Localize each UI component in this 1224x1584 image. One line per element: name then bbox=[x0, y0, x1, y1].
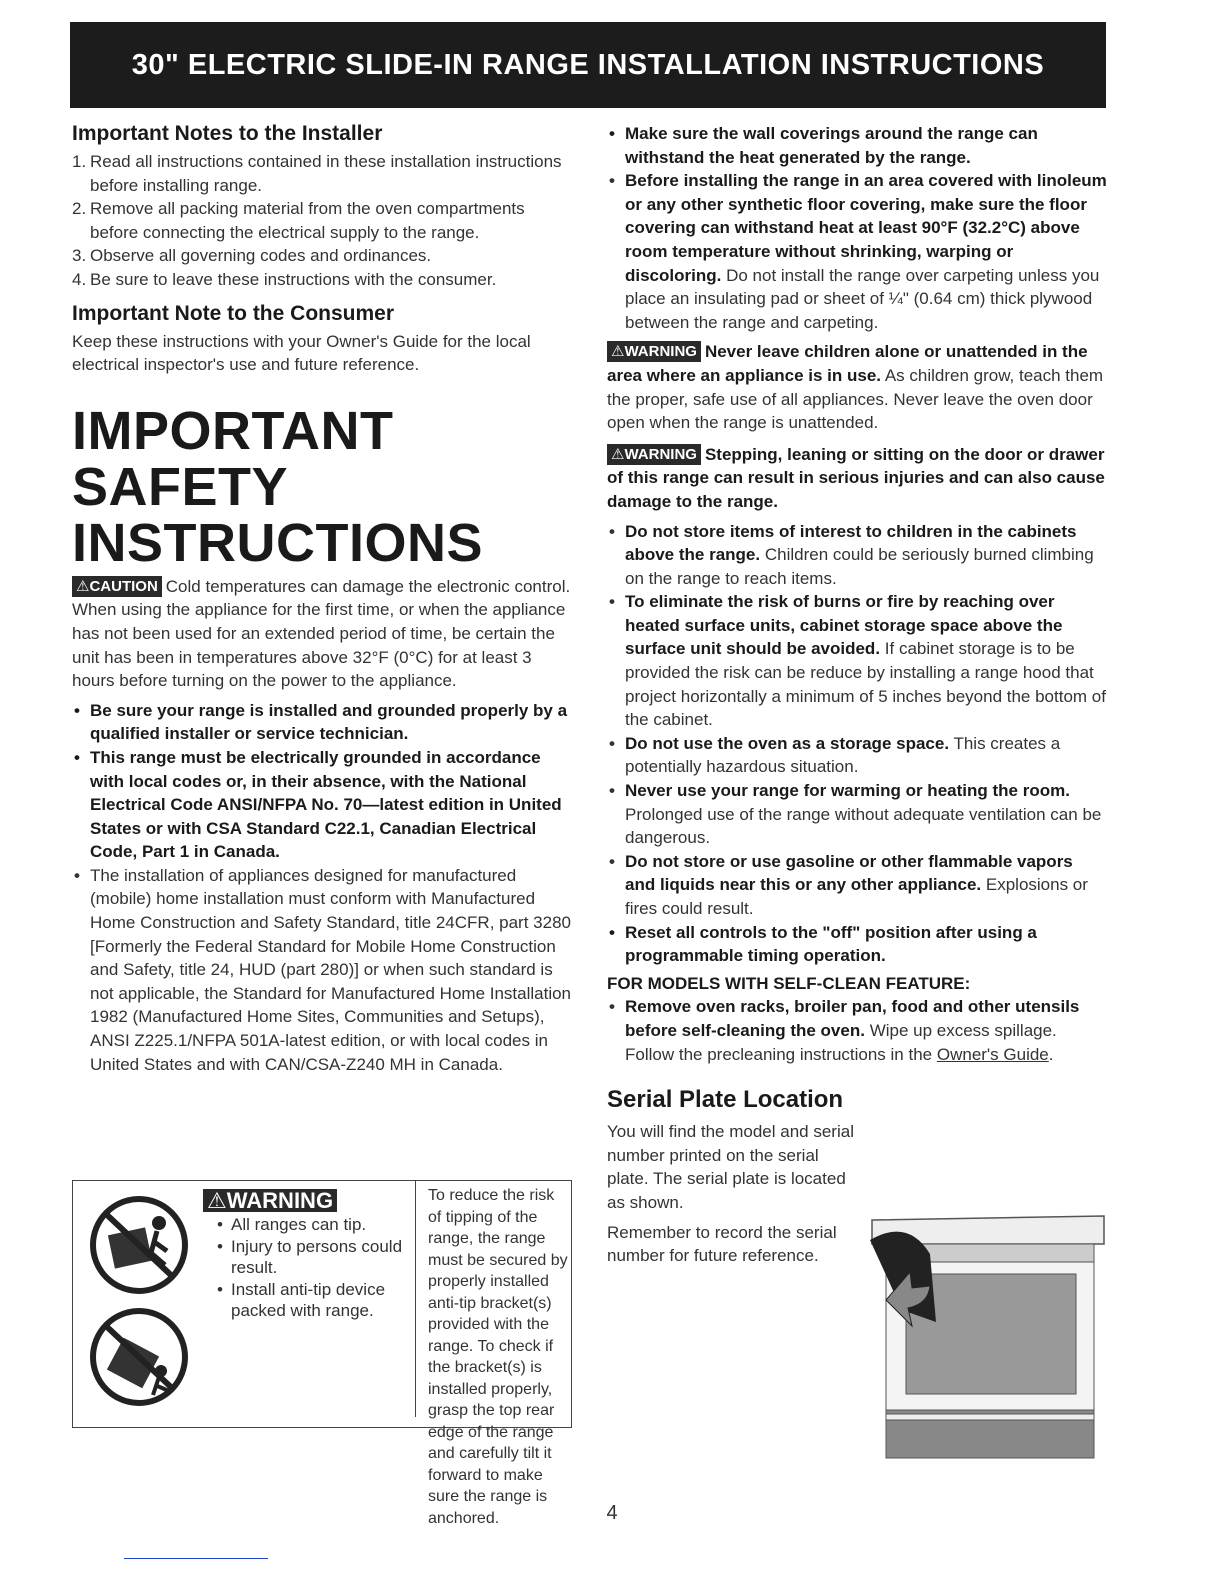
tip-over-icon bbox=[73, 1181, 201, 1427]
warning-detail-text: To reduce the risk of tipping of the range, the range must be secured by properly installed anti-tip bracket(s) provided with the range. To check if the bracket(s) is installed properly, grasp the top rear edge of the range and carefully tilt it forward to make sure the range is anchored. bbox=[428, 1187, 568, 1527]
bullet-end: . bbox=[1048, 1044, 1054, 1064]
bullet-text: Explosions or fires could result. bbox=[625, 875, 1088, 918]
warning-triangle-icon: ⚠ bbox=[76, 577, 90, 595]
bullet-bold: Remove oven racks, broiler pan, food and other utensils before self-cleaning the oven. bbox=[625, 997, 1080, 1040]
caution-text: Cold temperatures can damage the electronic control. When using the appliance for the first time, or when the appliance has not been used for an extended period of time, be certain the unit has been in temperatures above 32°F (0°C) for at least 3 hours before turning on the power to the appliance. bbox=[72, 576, 571, 691]
warning-text: As children grow, teach them the proper, safe use of all appliances. Never leave the oven door open when the range is unattended. bbox=[607, 365, 1104, 433]
warning-badge bbox=[607, 444, 701, 465]
title-banner bbox=[70, 22, 1106, 108]
warning-children bbox=[607, 340, 1107, 434]
page-title: 30" ELECTRIC SLIDE-IN RANGE INSTALLATION INSTRUCTIONS bbox=[131, 48, 1045, 81]
list-item: • This range must be electrically grounded in accordance with local codes or, in their absence, with the National Electrical Code ANSI/NFPA No. 70—latest edition in United States or with CSA Standard C22.1, Canadian Electrical Code, Part 1 in Canada. bbox=[72, 746, 572, 864]
bullet-bold: Before installing the range in an area covered with linoleum or any other synthetic floor covering, make sure the floor covering can withstand heat at least 90°F (32.2°C) above room temperature without shrinking, warping or discoloring. bbox=[625, 171, 1107, 285]
item-text: Observe all governing codes and ordinances. bbox=[90, 246, 432, 266]
list-item bbox=[607, 590, 1107, 732]
bullet-text: Children could be seriously burned climbing on the range to reach items. bbox=[625, 545, 1094, 588]
caution-paragraph bbox=[72, 575, 572, 693]
footer-line bbox=[124, 1558, 268, 1559]
list-item bbox=[72, 150, 572, 197]
warning-icons bbox=[73, 1181, 201, 1427]
warning-list bbox=[203, 1214, 415, 1322]
list-item bbox=[607, 850, 1107, 921]
page-number: 4 bbox=[606, 1502, 618, 1524]
list-item: • All ranges can tip. bbox=[217, 1214, 415, 1236]
safety-title bbox=[72, 400, 572, 573]
list-item bbox=[72, 197, 572, 244]
warning-summary bbox=[203, 1181, 416, 1417]
consumer-heading: Important Note to the Consumer bbox=[72, 301, 395, 325]
warning-bold: Stepping, leaning or sitting on the door or drawer of this range can result in serious injuries and can also cause damage to the range. bbox=[607, 444, 1105, 511]
item-text: Read all instructions contained in these installation instructions before installing range. bbox=[90, 152, 562, 195]
list-item: • The installation of appliances designed for manufactured (mobile) home installation must conform with Manufactured Home Construction and Safety Standard, title 24CFR, part 3280 [Formerly the Federal Standard for Mobile Home Construction and Safety, title 24, HUD (part 280)] or when such standard is not applicable, the Standard for Manufactured Home Installation 1982 (Manufactured Home Sites, Communities and Setups), ANSI Z225.1/NFPA 501A-latest edition, or with local codes in United States and with CAN/CSA-Z240 MH in Canada. bbox=[72, 864, 572, 1076]
bullet-bold: Do not store or use gasoline or other flammable vapors and liquids near this or any other appliance. bbox=[625, 851, 1073, 895]
list-item: • Make sure the wall coverings around the range can withstand the heat generated by the range. bbox=[607, 122, 1107, 169]
installer-list bbox=[72, 150, 572, 292]
item-number: 4. bbox=[72, 269, 87, 289]
item-text: Be sure to leave these instructions with the consumer. bbox=[90, 269, 497, 289]
list-item: • Reset all controls to the "off" position after using a programmable timing operation. bbox=[607, 921, 1107, 968]
warning-bold: Never leave children alone or unattended in the area where an appliance is in use. bbox=[607, 342, 1088, 385]
floor-bullets bbox=[607, 122, 1107, 334]
right-column bbox=[607, 122, 1107, 1268]
warning-label: WARNING bbox=[226, 1188, 334, 1213]
self-clean-bullets bbox=[607, 995, 1107, 1066]
list-item bbox=[607, 169, 1107, 334]
serial-text-1: You will find the model and serial number printed on the serial plate. The serial plate is located as shown. bbox=[607, 1122, 854, 1212]
installer-heading: Important Notes to the Installer bbox=[72, 122, 383, 145]
safety-bullets bbox=[72, 699, 572, 1077]
warning-badge bbox=[607, 341, 701, 362]
list-item bbox=[607, 520, 1107, 591]
bullet-bold: To eliminate the risk of burns or fire by reaching over heated surface units, cabinet storage space above the surface unit should be avoided. bbox=[625, 592, 1063, 659]
safety-title-line1: IMPORTANT SAFETY bbox=[72, 400, 394, 517]
consumer-text: Keep these instructions with your Owner's Guide for the local electrical inspector's use and future reference. bbox=[72, 331, 531, 375]
safety-title-line2: INSTRUCTIONS bbox=[72, 512, 483, 573]
cabinet-bullets bbox=[607, 520, 1107, 968]
anti-tip-warning-box bbox=[72, 1180, 572, 1527]
list-item: • Be sure your range is installed and grounded properly by a qualified installer or service technician. bbox=[72, 699, 572, 746]
serial-heading: Serial Plate Location bbox=[607, 1086, 844, 1114]
range-drawing bbox=[868, 1214, 1108, 1460]
bullet-text: Do not install the range over carpeting unless you place an insulating pad or sheet of ¼" (0.64 cm) thick plywood between the range and carpeting. bbox=[625, 265, 1100, 332]
list-item bbox=[607, 732, 1107, 779]
item-text: Remove all packing material from the oven compartments before connecting the electrical supply to the range. bbox=[90, 199, 525, 242]
warning-badge bbox=[203, 1189, 337, 1212]
warning-label: WARNING bbox=[624, 445, 697, 463]
owners-guide-link: Owner's Guide bbox=[936, 1044, 1049, 1064]
bullet-text: Wipe up excess spillage. Follow the precleaning instructions in the bbox=[625, 1020, 1057, 1064]
list-item bbox=[607, 779, 1107, 850]
item-number: 2. bbox=[72, 199, 87, 219]
self-clean-heading: FOR MODELS WITH SELF-CLEAN FEATURE: bbox=[607, 973, 971, 993]
list-item: • Install anti-tip device packed with range. bbox=[217, 1279, 415, 1322]
bullet-bold: Do not store items of interest to children in the cabinets above the range. bbox=[625, 521, 1077, 565]
bullet-bold: Do not use the oven as a storage space. bbox=[625, 733, 950, 753]
item-number: 3. bbox=[72, 246, 87, 266]
warning-detail bbox=[428, 1185, 568, 1529]
warning-label: WARNING bbox=[624, 343, 697, 361]
warning-triangle-icon: ⚠ bbox=[207, 1188, 227, 1213]
list-item bbox=[72, 268, 572, 292]
warning-stepping bbox=[607, 443, 1107, 514]
caution-label: CAUTION bbox=[89, 577, 158, 595]
bullet-text: If cabinet storage is to be provided the risk can be reduce by installing a range hood that project horizontally a minimum of 5 inches beyond the bottom of the cabinet. bbox=[625, 639, 1106, 730]
warning-triangle-icon: ⚠ bbox=[611, 445, 625, 463]
bullet-text: This creates a potentially hazardous situation. bbox=[625, 733, 1061, 777]
bullet-bold: Never use your range for warming or heating the room. bbox=[625, 781, 1070, 801]
list-item bbox=[72, 244, 572, 268]
left-column bbox=[72, 122, 572, 1080]
list-item: • Injury to persons could result. bbox=[217, 1236, 415, 1279]
serial-text-2: Remember to record the serial number for future reference. bbox=[607, 1222, 837, 1266]
warning-triangle-icon: ⚠ bbox=[611, 343, 625, 361]
item-number: 1. bbox=[72, 152, 87, 171]
list-item bbox=[607, 995, 1107, 1066]
caution-badge bbox=[72, 576, 162, 597]
oven-illustration bbox=[868, 1214, 1108, 1460]
bullet-text: Prolonged use of the range without adequate ventilation can be dangerous. bbox=[625, 804, 1102, 848]
